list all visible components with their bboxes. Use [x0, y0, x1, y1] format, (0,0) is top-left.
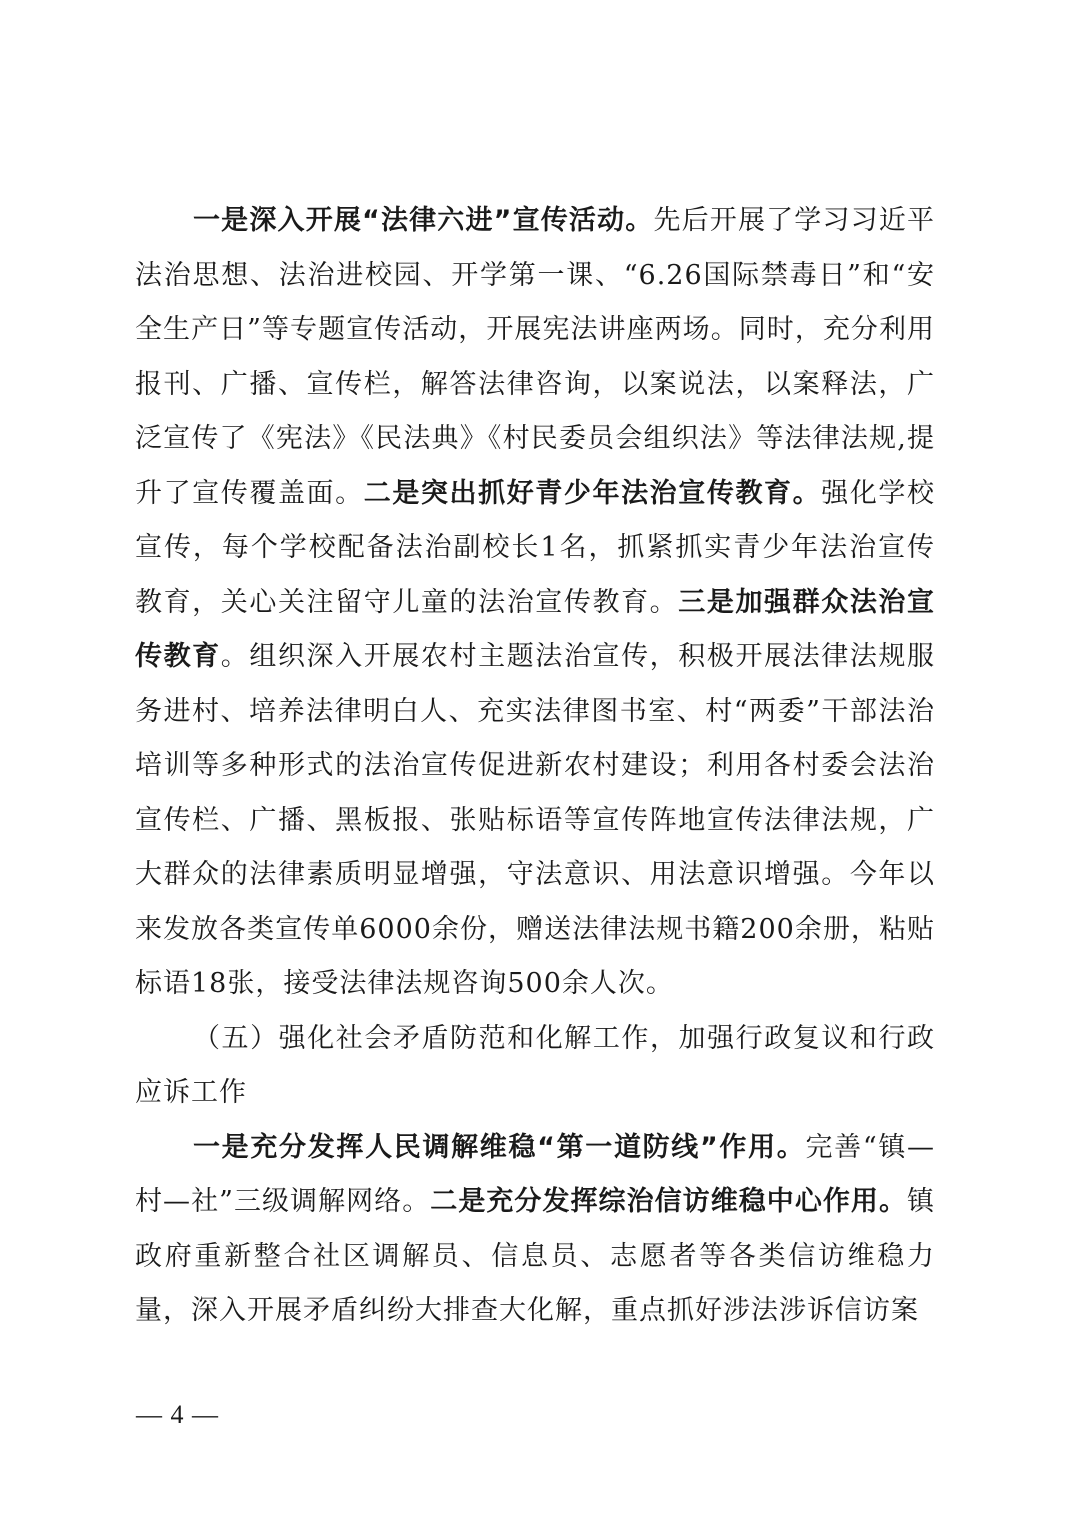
point-one-text: 先后开展了学习习近平法治思想、法治进校园、开学第一课、“6.26国际禁毒日”和“安全生产日”等专题宣传活动，开展宪法讲座两场。同时，充分利用报刊、广播、宣传栏，解答法律咨询，以案说法，以案释法，广泛宣传了《宪法》《民法典》《村民委员会组织法》等法律法规,提升了宣传覆盖面。 — [135, 205, 935, 509]
page-number: — 4 — — [136, 1400, 219, 1429]
point-one-heading: 一是深入开展“法律六进”宣传活动。 — [193, 205, 654, 236]
paragraph-mediation — [135, 1121, 935, 1339]
point-two-text: 强化学校宣传，每个学校配备法治副校长1名，抓紧抓实青少年法治宣传教育，关心关注留守儿童的法治宣传教育。 — [135, 477, 936, 618]
point-three-text: 。组织深入开展农村主题法治宣传，积极开展法律法规服务进村、培养法律明白人、充实法律图书室、村“两委”干部法治培训等多种形式的法治宣传促进新农村建设；利用各村委会法治宣传栏、广播、黑板报、张贴标语等宣传阵地宣传法律法规，广大群众的法律素质明显增强，守法意识、用法意识增强。今年以来发放各类宣传单6000余份，赠送法律法规书籍200余册，粘贴标语18张，接受法律法规咨询500余人次。 — [135, 641, 936, 999]
mediation-point-one-text: 完善“镇—村—社”三级调解网络。 — [135, 1131, 935, 1217]
point-two-heading: 二是突出抓好青少年法治宣传教育。 — [363, 477, 822, 509]
section-five-heading: （五）强化社会矛盾防范和化解工作，加强行政复议和行政应诉工作 — [135, 1022, 935, 1108]
paragraph-law-publicity — [135, 194, 935, 1012]
mediation-point-two-text: 镇政府重新整合社区调解员、信息员、志愿者等各类信访维稳力量，深入开展矛盾纠纷大排查大化解，重点抓好涉法涉诉信访案 — [135, 1186, 936, 1326]
document-body — [135, 194, 935, 1339]
mediation-point-two-heading: 二是充分发挥综治信访维稳中心作用。 — [430, 1186, 908, 1217]
point-three-heading: 三是加强群众法治宣传教育 — [135, 586, 936, 672]
mediation-point-one-heading: 一是充分发挥人民调解维稳“第一道防线”作用。 — [193, 1131, 806, 1163]
